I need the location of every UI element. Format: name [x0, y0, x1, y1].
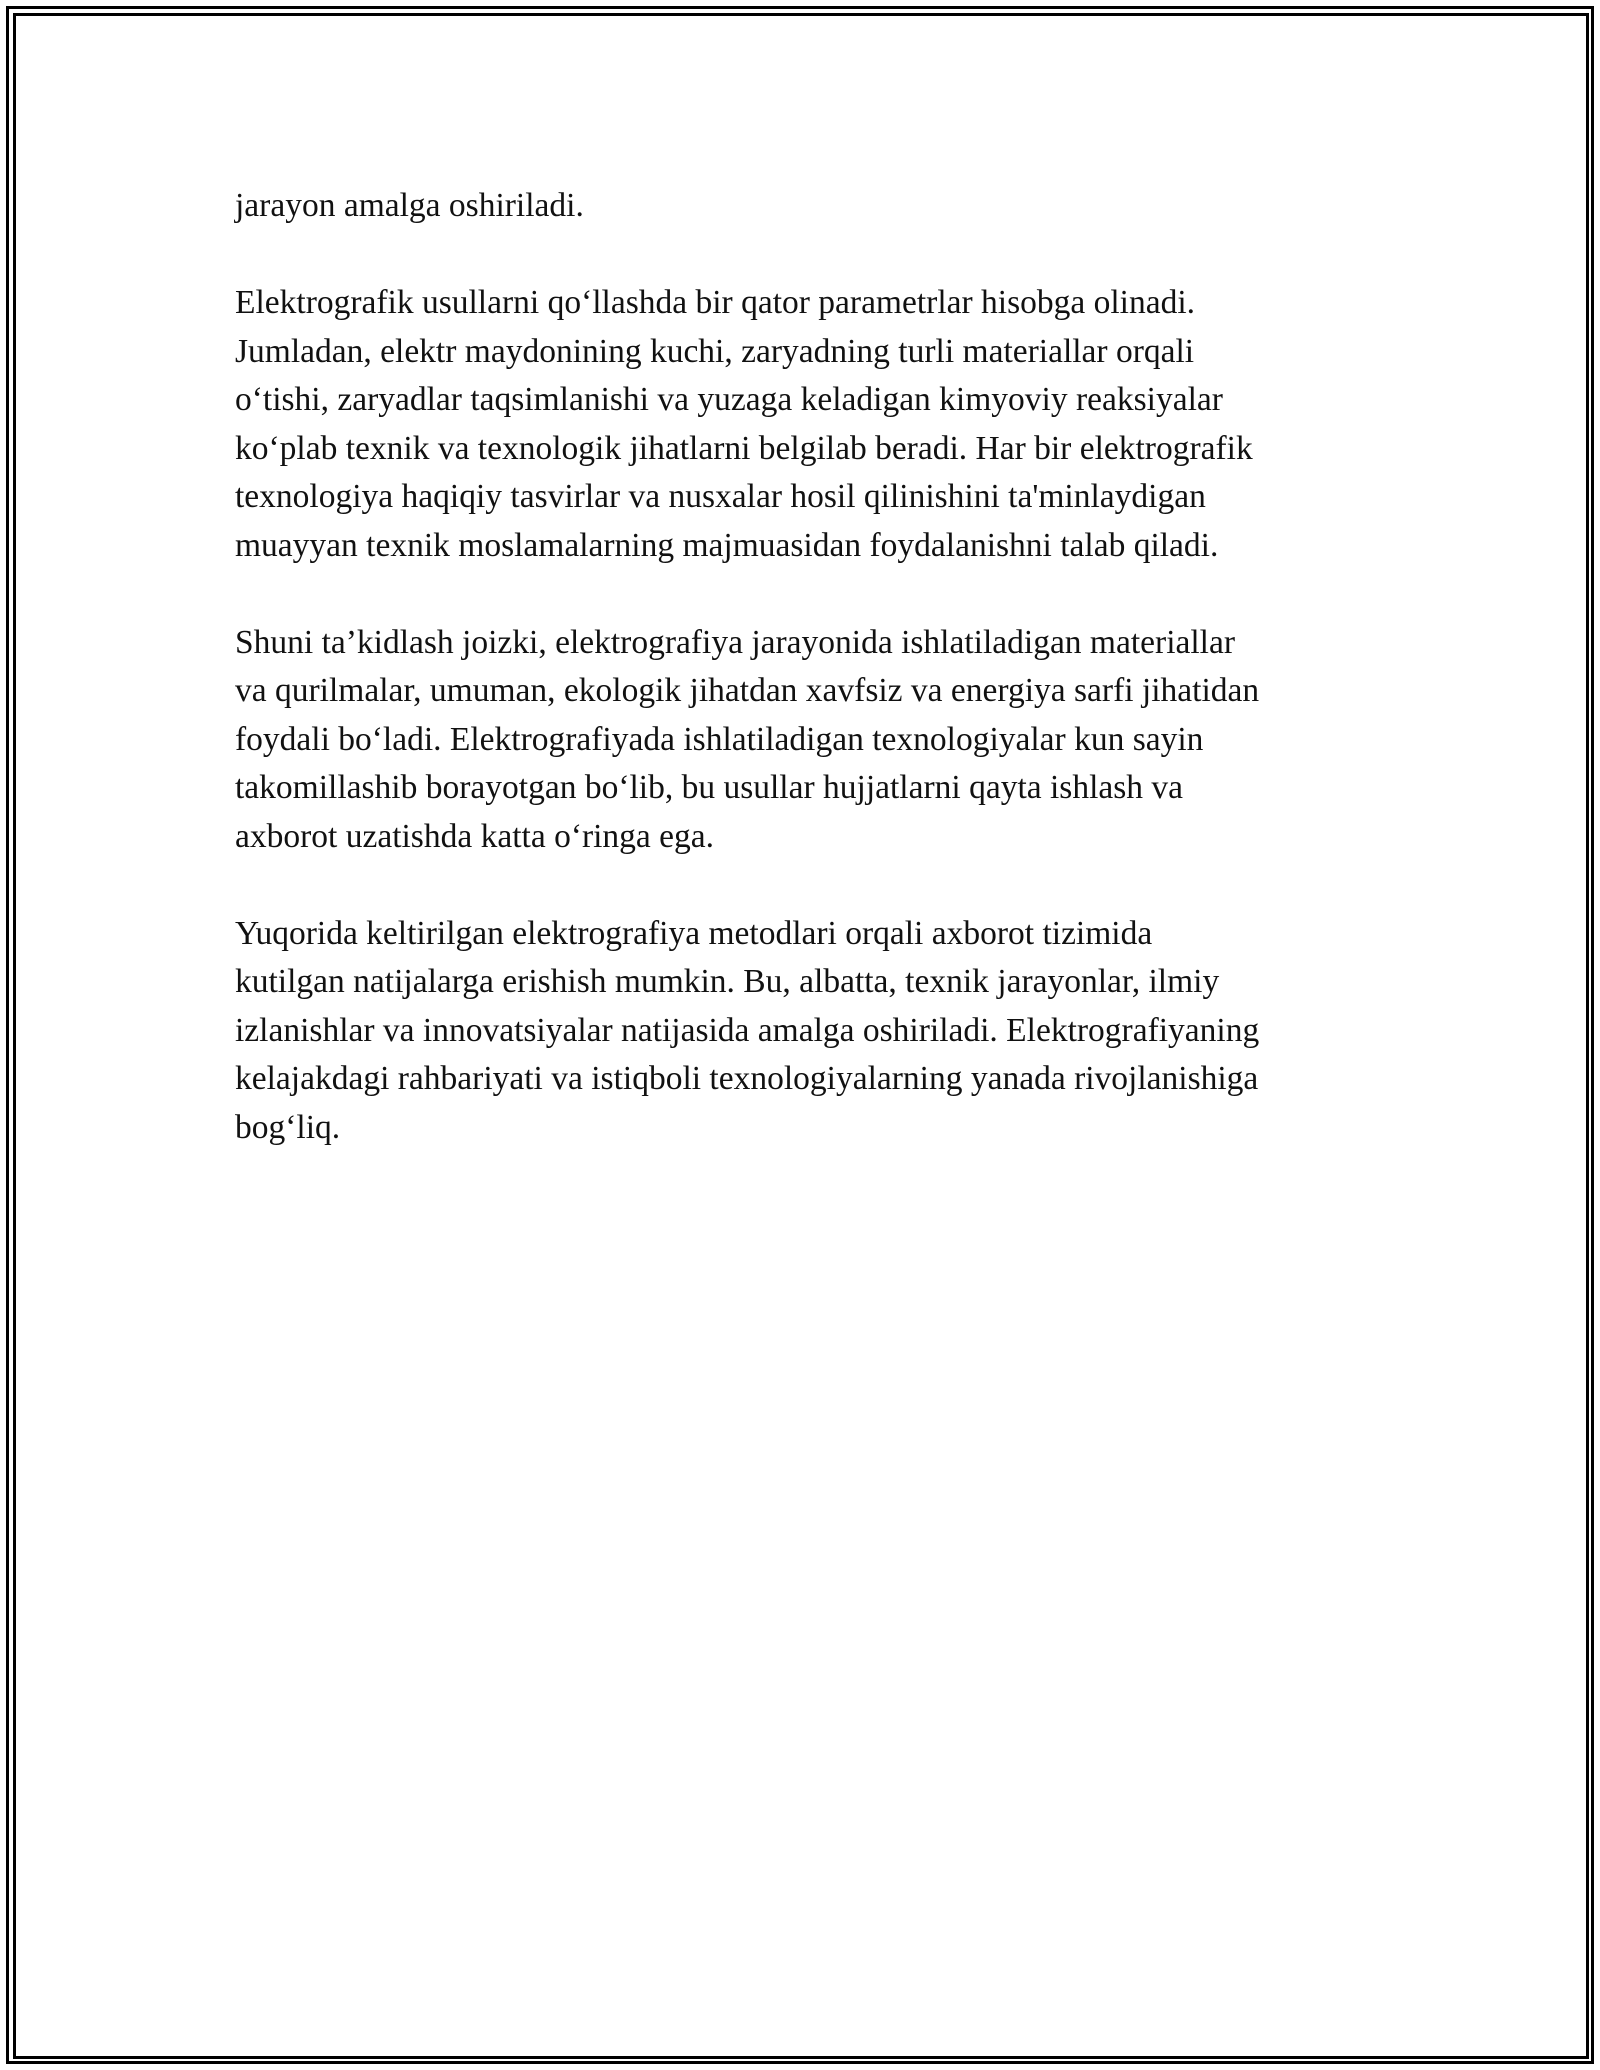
- text-line: Yuqorida keltirilgan elektrografiya metodlari orqali axborot tizimida: [235, 914, 1153, 952]
- text-line: axborot uzatishda katta o‘ringa ega.: [235, 817, 715, 855]
- text-line: Shuni ta’kidlash joizki, elektrografiya jarayonida ishlatiladigan materiallar: [235, 623, 1236, 661]
- text-line: va qurilmalar, umuman, ekologik jihatdan xavfsiz va energiya sarfi jihatidan: [235, 672, 1260, 709]
- text-line: ko‘plab texnik va texnologik jihatlarni belgilab beradi. Har bir elektrografik: [235, 429, 1253, 467]
- text-line: takomillashib borayotgan bo‘lib, bu usullar hujjatlarni qayta ishlash va: [235, 769, 1184, 806]
- text-line: o‘tishi, zaryadlar taqsimlanishi va yuzaga keladigan kimyoviy reaksiyalar: [235, 381, 1223, 418]
- paragraph-4: [235, 910, 1365, 1153]
- paragraph-3: [235, 619, 1365, 862]
- paragraph-1: [235, 182, 1365, 231]
- text-line: izlanishlar va innovatsiyalar natijasida amalga oshiriladi. Elektrografiyaning: [235, 1011, 1260, 1049]
- document-body: [235, 182, 1365, 1201]
- text-line: muayyan texnik moslamalarning majmuasidan foydalanishni talab qiladi.: [235, 526, 1219, 564]
- text-line: jarayon amalga oshiriladi.: [235, 187, 584, 224]
- text-line: foydali bo‘ladi. Elektrografiyada ishlatiladigan texnologiyalar kun sayin: [235, 720, 1204, 758]
- text-line: Elektrografik usullarni qo‘llashda bir qator parametrlar hisobga olinadi.: [235, 284, 1196, 321]
- text-line: Jumladan, elektr maydonining kuchi, zaryadning turli materiallar orqali: [235, 332, 1195, 370]
- text-line: kutilgan natijalarga erishish mumkin. Bu, albatta, texnik jarayonlar, ilmiy: [235, 963, 1220, 1000]
- paragraph-2: [235, 279, 1365, 570]
- text-line: kelajakdagi rahbariyati va istiqboli texnologiyalarning yanada rivojlanishiga: [235, 1060, 1259, 1097]
- text-line: bog‘liq.: [235, 1108, 341, 1146]
- text-line: texnologiya haqiqiy tasvirlar va nusxalar hosil qilinishini ta'minlaydigan: [235, 478, 1206, 515]
